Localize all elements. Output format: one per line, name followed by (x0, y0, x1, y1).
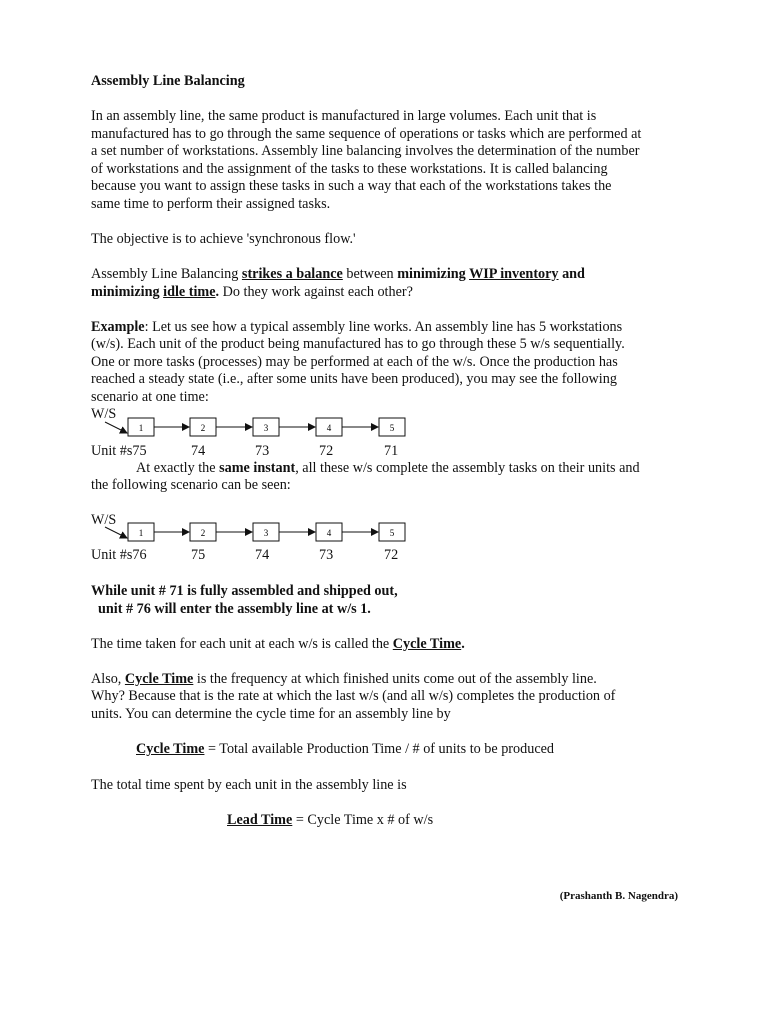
ws-label: W/S (91, 406, 117, 422)
example-line: Example: Let us see how a typical assembly line works. An assembly line has 5 workstations (91, 319, 623, 335)
intro-line: a set number of workstations. Assembly line balancing involves the determination of the number (91, 143, 640, 160)
intro-line: of workstations and the assignment of the tasks to these workstations. It is called balancing (91, 160, 608, 177)
workstation-diagram-1 (89, 413, 419, 443)
example-label: Example (91, 319, 145, 335)
example-line: One or more tasks (processes) may be performed at each of the w/s. Once the production has (91, 354, 618, 370)
station-number: 4 (326, 423, 332, 433)
station-number: 2 (200, 528, 206, 538)
station-number: 1 (138, 528, 144, 538)
balance-paragraph-line1: Assembly Line Balancing strikes a balance between minimizing WIP inventory and (91, 266, 585, 282)
station-number: 5 (389, 528, 395, 538)
unit-row-2: Unit #s76 (91, 547, 147, 563)
intro-paragraph (91, 108, 691, 214)
unit-number: 75 (191, 547, 206, 563)
example-line: (w/s). Each unit of the product being manufactured has to go through these 5 w/s sequentially. (91, 336, 625, 352)
document-title: Assembly Line Balancing (91, 73, 245, 89)
unit-row-1: Unit #s75 (91, 443, 147, 459)
example-line: scenario at one time: (91, 389, 209, 405)
cycle-frequency-line: units. You can determine the cycle time for an assembly line by (91, 706, 451, 722)
station-number: 2 (200, 423, 206, 433)
station-number: 1 (138, 423, 144, 433)
cycle-frequency-line: Also, Cycle Time is the frequency at which finished units come out of the assembly line. (91, 671, 597, 687)
station-number: 3 (263, 423, 269, 433)
instant-line: At exactly the same instant, all these w/s complete the assembly tasks on their units and (136, 460, 640, 476)
station-number: 4 (326, 528, 332, 538)
instant-line: the following scenario can be seen: (91, 477, 291, 493)
shipped-line: While unit # 71 is fully assembled and shipped out, (91, 583, 398, 599)
intro-line: same time to perform their assigned tasks. (91, 195, 331, 212)
example-line: reached a steady state (i.e., after some units have been produced), you may see the following (91, 371, 617, 387)
unit-number: 72 (319, 443, 334, 459)
unit-number: 73 (255, 443, 270, 459)
objective-text: The objective is to achieve 'synchronous flow.' (91, 231, 356, 247)
shipped-line: unit # 76 will enter the assembly line at w/s 1. (98, 601, 371, 617)
workstation-diagram-2 (89, 518, 419, 548)
unit-number: 73 (319, 547, 334, 563)
intro-line: because you want to assign these tasks in such a way that each of the workstations takes the (91, 178, 612, 195)
author-signature: (Prashanth B. Nagendra) (559, 890, 678, 902)
entry-arrow (105, 422, 127, 433)
entry-arrow (105, 527, 127, 538)
lead-intro: The total time spent by each unit in the assembly line is (91, 777, 407, 793)
station-number: 5 (389, 423, 395, 433)
cycle-frequency-line: Why? Because that is the rate at which the last w/s (and all w/s) completes the production of (91, 688, 616, 704)
lead-time-formula: Lead Time = Cycle Time x # of w/s (227, 812, 434, 828)
unit-number: 74 (255, 547, 270, 563)
unit-number: 71 (384, 443, 399, 459)
station-number: 3 (263, 528, 269, 538)
intro-line: In an assembly line, the same product is manufactured in large volumes. Each unit that is (91, 108, 597, 124)
unit-number: 74 (191, 443, 206, 459)
ws-label: W/S (91, 512, 117, 528)
intro-line: manufactured has to go through the same sequence of operations or tasks which are performed at (91, 125, 642, 142)
unit-number: 72 (384, 547, 399, 563)
cycle-time-formula: Cycle Time = Total available Production Time / # of units to be produced (136, 741, 555, 757)
balance-paragraph-line2: minimizing idle time. Do they work against each other? (91, 284, 413, 300)
cycle-definition: The time taken for each unit at each w/s is called the Cycle Time. (91, 636, 465, 652)
